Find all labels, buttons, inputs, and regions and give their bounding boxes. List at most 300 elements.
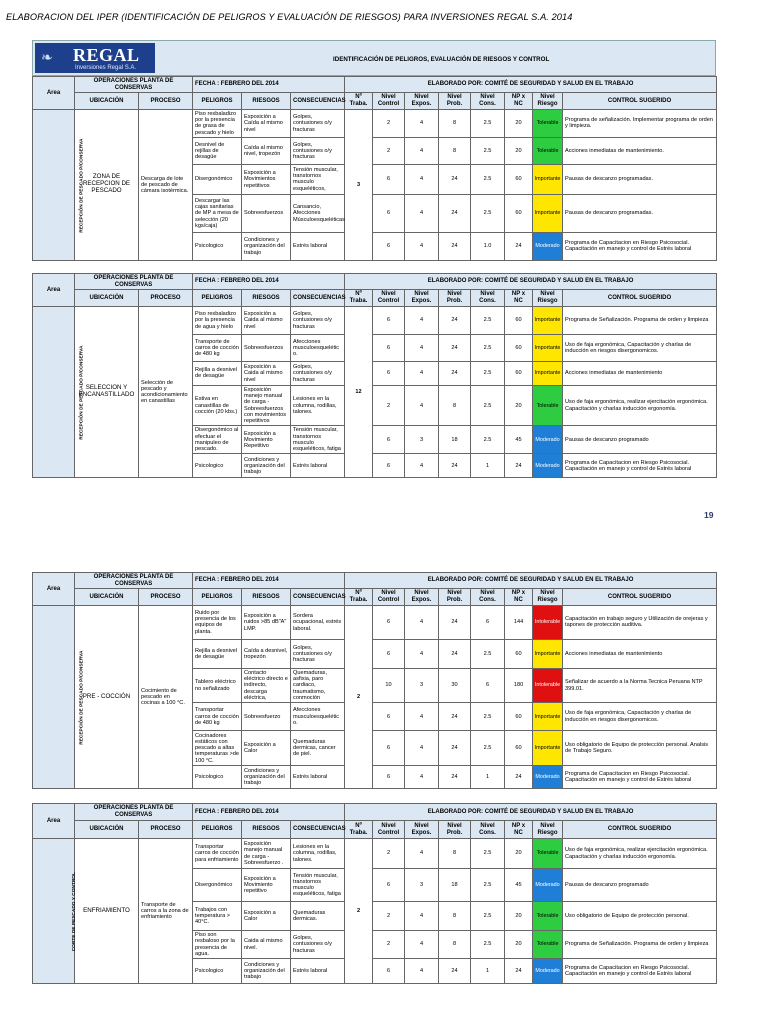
nivel-cons-header: Nivel Cons. xyxy=(471,290,505,306)
nivel-expos-cell: 4 xyxy=(405,109,439,137)
riesgo-cell: Exposición a Movimiento Repetitivo xyxy=(242,426,291,454)
ubicacion-header: UBICACIÓN xyxy=(75,821,139,839)
nivel-prob-cell: 24 xyxy=(439,361,471,385)
np-nc-cell: 20 xyxy=(505,385,533,426)
nivel-prob-cell: 8 xyxy=(439,137,471,164)
document-header xyxy=(32,40,716,76)
nivel-riesgo-badge: Intolerable xyxy=(533,668,563,702)
nivel-cons-cell: 6 xyxy=(471,605,505,639)
proceso-header: PROCESO xyxy=(139,821,193,839)
riesgo-cell: Exposición a Movimiento repetitivo xyxy=(242,869,291,902)
nivel-control-cell: 10 xyxy=(373,668,405,702)
area-header: Area xyxy=(33,573,75,606)
nivel-cons-cell: 2.5 xyxy=(471,731,505,766)
np-nc-cell: 180 xyxy=(505,668,533,702)
np-nc-header: NP x NC xyxy=(505,589,533,605)
nivel-control-cell: 6 xyxy=(373,639,405,668)
nivel-cons-cell: 2.5 xyxy=(471,839,505,869)
nivel-riesgo-badge: Moderado xyxy=(533,454,563,478)
consecuencia-cell: Lesiones en la columna, rodillas, talones. xyxy=(291,839,345,869)
nivel-control-header: Nivel Control xyxy=(373,589,405,605)
np-nc-cell: 60 xyxy=(505,703,533,731)
control-cell: Acciones inmediatas de mantenimiento xyxy=(563,639,717,668)
control-cell: Programa de Señalización. Programa de orden y limpieza xyxy=(563,931,717,959)
np-nc-header: NP x NC xyxy=(505,93,533,109)
nivel-control-cell: 6 xyxy=(373,164,405,194)
nivel-riesgo-badge: Importante xyxy=(533,334,563,361)
nivel-cons-cell: 2.5 xyxy=(471,639,505,668)
nivel-expos-cell: 3 xyxy=(405,426,439,454)
control-cell: Programa de Capacitacion en Riesgo Psicosocial. Capacitación en manejo y control de Estrés laboral xyxy=(563,959,717,984)
operaciones-header: OPERACIONES PLANTA DE CONSERVAS xyxy=(75,573,193,589)
logo-name: REGAL xyxy=(73,45,140,65)
riesgo-cell: Sobreesfuerzos xyxy=(242,334,291,361)
nivel-riesgo-badge: Importante xyxy=(533,361,563,385)
company-logo xyxy=(35,43,155,73)
nivel-cons-cell: 2.5 xyxy=(471,385,505,426)
np-nc-cell: 60 xyxy=(505,306,533,334)
nivel-riesgo-badge: Moderado xyxy=(533,959,563,984)
nivel-riesgo-badge: Tolerable xyxy=(533,137,563,164)
table-row xyxy=(33,306,717,334)
nivel-expos-cell: 4 xyxy=(405,361,439,385)
nivel-cons-cell: 2.5 xyxy=(471,164,505,194)
nivel-prob-cell: 18 xyxy=(439,426,471,454)
nivel-cons-cell: 1 xyxy=(471,766,505,789)
nivel-expos-cell: 4 xyxy=(405,137,439,164)
area-header: Area xyxy=(33,77,75,110)
consecuencia-cell: Afecciones musculoesquelétic o. xyxy=(291,703,345,731)
table-subheader-row xyxy=(33,93,717,109)
nivel-prob-cell: 24 xyxy=(439,334,471,361)
elaborado-header: ELABORADO POR: COMITÉ DE SEGURIDAD Y SALUD EN EL TRABAJO xyxy=(345,274,717,290)
nivel-riesgo-header: Nivel Riesgo xyxy=(533,589,563,605)
ubicacion-cell: SELECCION Y ENCANASTILLADO xyxy=(75,306,139,478)
peligro-cell: Psicologico xyxy=(193,766,242,789)
control-cell: Capacitación en trabajo seguro y Utilización de orejeras y tapones de protección auditiva. xyxy=(563,605,717,639)
table-header-row xyxy=(33,274,717,290)
table-header-row xyxy=(33,573,717,589)
consecuencia-cell: Estrés laboral xyxy=(291,766,345,789)
np-nc-cell: 144 xyxy=(505,605,533,639)
nivel-control-cell: 6 xyxy=(373,869,405,902)
nivel-riesgo-badge: Importante xyxy=(533,306,563,334)
control-cell: Pausas de descanzo programado xyxy=(563,869,717,902)
n-trab-cell: 2 xyxy=(345,839,373,984)
nivel-riesgo-badge: Moderado xyxy=(533,766,563,789)
nivel-prob-header: Nivel Prob. xyxy=(439,589,471,605)
nivel-riesgo-badge: Tolerable xyxy=(533,385,563,426)
nivel-expos-cell: 4 xyxy=(405,605,439,639)
iper-table xyxy=(32,803,717,984)
peligros-header: PELIGROS xyxy=(193,821,242,839)
nivel-expos-cell: 4 xyxy=(405,454,439,478)
nivel-riesgo-badge: Importante xyxy=(533,194,563,232)
riesgo-cell: Exposición a Movimientos repetitivos xyxy=(242,164,291,194)
peligro-cell: Piso resbaladizo por la presencia de grasa de pescado y hielo xyxy=(193,109,242,137)
control-header: CONTROL SUGERIDO xyxy=(563,821,717,839)
elaborado-header: ELABORADO POR: COMITÉ DE SEGURIDAD Y SALUD EN EL TRABAJO xyxy=(345,804,717,821)
control-cell: Programa de Capacitacion en Riesgo Psicosocial. Capacitación en manejo y control de Estrés laboral xyxy=(563,232,717,260)
control-cell: Señalizar de acuerdo a la Norma Tecnica Peruana NTP 399.01. xyxy=(563,668,717,702)
nivel-riesgo-badge: Intolerable xyxy=(533,605,563,639)
peligro-cell: Descargar las cajas sanitarias de MP a mesa de selección (20 kgs/caja) xyxy=(193,194,242,232)
consecuencia-cell: Lesiones en la columna, rodillas, talones. xyxy=(291,385,345,426)
np-nc-cell: 20 xyxy=(505,109,533,137)
n-trab-cell: 12 xyxy=(345,306,373,478)
nivel-prob-cell: 24 xyxy=(439,639,471,668)
header-title: IDENTIFICACIÓN DE PELIGROS, EVALUACIÓN DE RIESGOS Y CONTROL xyxy=(333,56,550,63)
table-header-row xyxy=(33,804,717,821)
proceso-cell: Selección de pescado y acondicionamiento en canastillas xyxy=(139,306,193,478)
control-header: CONTROL SUGERIDO xyxy=(563,93,717,109)
area-cell xyxy=(33,839,75,984)
peligros-header: PELIGROS xyxy=(193,290,242,306)
riesgo-cell: Condiciones y organización del trabajo xyxy=(242,232,291,260)
nivel-expos-header: Nivel Expos. xyxy=(405,821,439,839)
peligro-cell: Rejilla a desnivel de desagüe xyxy=(193,361,242,385)
consecuencia-cell: Tensión muscular, transtornos musculo esqueléticos, fatiga xyxy=(291,869,345,902)
peligro-cell: Disergonómico xyxy=(193,869,242,902)
np-nc-cell: 60 xyxy=(505,194,533,232)
nivel-expos-cell: 3 xyxy=(405,869,439,902)
riesgo-cell: Exposición manejo manual de carga - Sobreesfuerzos con movimientos repetitivos xyxy=(242,385,291,426)
peligro-cell: Cocinadores estáticos con pescado a altas temperaturas >de 100 °C. xyxy=(193,731,242,766)
peligro-cell: Estiva en canastillas de cocción (20 kbs.) xyxy=(193,385,242,426)
nivel-riesgo-badge: Moderado xyxy=(533,232,563,260)
peligro-cell: Transportar carros de cocción para enfriamiento xyxy=(193,839,242,869)
control-cell: Uso de faja ergonómica, realizar ejercitación ergonómica. Capacitación y charlas inducción ergonomía. xyxy=(563,385,717,426)
peligro-cell: Ruido por presencia de los equipos de planta. xyxy=(193,605,242,639)
nivel-expos-cell: 3 xyxy=(405,668,439,702)
nivel-expos-cell: 4 xyxy=(405,959,439,984)
table-row xyxy=(33,605,717,639)
consecuencia-cell: Afecciones musculoesquelétic o. xyxy=(291,334,345,361)
np-nc-cell: 24 xyxy=(505,959,533,984)
nivel-control-cell: 6 xyxy=(373,454,405,478)
nivel-control-cell: 6 xyxy=(373,306,405,334)
nivel-expos-header: Nivel Expos. xyxy=(405,589,439,605)
nivel-prob-cell: 8 xyxy=(439,931,471,959)
nivel-cons-cell: 2.5 xyxy=(471,361,505,385)
riesgo-cell: Exposición manejo manual de carga - Sobreesfuerzo . xyxy=(242,839,291,869)
fecha-header: FECHA : FEBRERO DEL 2014 xyxy=(193,804,345,821)
np-nc-cell: 60 xyxy=(505,639,533,668)
riesgo-cell: Contacto eléctrico directo e indirecto, descarga eléctrica, xyxy=(242,668,291,702)
riesgos-header: RIESGOS xyxy=(242,589,291,605)
nivel-control-cell: 6 xyxy=(373,232,405,260)
nivel-cons-cell: 1 xyxy=(471,959,505,984)
nivel-control-cell: 2 xyxy=(373,839,405,869)
riesgo-cell: Exposición a Caída al mismo nivel xyxy=(242,109,291,137)
area-label: RECEPCIÓN DE PESCADO P/CONSERVA xyxy=(79,345,85,440)
n-trab-header: Nº Traba. xyxy=(345,290,373,306)
control-cell: Acciones inmediatas de mantenimiento. xyxy=(563,137,717,164)
consecuencia-cell: Tensión muscular, transtornos musculo esqueléticos, fatiga xyxy=(291,426,345,454)
ubicacion-header: UBICACIÓN xyxy=(75,93,139,109)
riesgo-cell: Sobreesfuerzos xyxy=(242,194,291,232)
area-label: CORTE DE PESCADO Y CONTROL xyxy=(71,871,77,952)
ubicacion-header: UBICACIÓN xyxy=(75,290,139,306)
consecuencia-cell: Cansancio, Afecciones Músculoesqueléticas xyxy=(291,194,345,232)
nivel-control-cell: 6 xyxy=(373,426,405,454)
nivel-riesgo-badge: Tolerable xyxy=(533,839,563,869)
nivel-riesgo-badge: Importante xyxy=(533,164,563,194)
nivel-cons-cell: 2.5 xyxy=(471,194,505,232)
nivel-prob-cell: 24 xyxy=(439,766,471,789)
consecuencia-cell: Golpes, contusiones o/y fracturas xyxy=(291,306,345,334)
np-nc-cell: 20 xyxy=(505,137,533,164)
fecha-header: FECHA : FEBRERO DEL 2014 xyxy=(193,274,345,290)
nivel-cons-cell: 2.5 xyxy=(471,306,505,334)
np-nc-cell: 60 xyxy=(505,361,533,385)
riesgo-cell: Condiciones y organización del trabajo xyxy=(242,959,291,984)
operaciones-header: OPERACIONES PLANTA DE CONSERVAS xyxy=(75,77,193,93)
riesgo-cell: Caida al mismo nivel. xyxy=(242,931,291,959)
table-header-row xyxy=(33,77,717,93)
nivel-expos-header: Nivel Expos. xyxy=(405,290,439,306)
control-header: CONTROL SUGERIDO xyxy=(563,290,717,306)
riesgos-header: RIESGOS xyxy=(242,290,291,306)
nivel-prob-cell: 24 xyxy=(439,194,471,232)
nivel-expos-header: Nivel Expos. xyxy=(405,93,439,109)
table-subheader-row xyxy=(33,589,717,605)
np-nc-cell: 24 xyxy=(505,454,533,478)
nivel-cons-cell: 2.5 xyxy=(471,703,505,731)
nivel-control-cell: 6 xyxy=(373,959,405,984)
control-cell: Programa de señalización. Implementar programa de orden y limpieza. xyxy=(563,109,717,137)
np-nc-cell: 20 xyxy=(505,931,533,959)
iper-table xyxy=(32,76,717,261)
nivel-prob-cell: 8 xyxy=(439,109,471,137)
nivel-prob-cell: 24 xyxy=(439,306,471,334)
peligro-cell: Tablero eléctrico no señalizado xyxy=(193,668,242,702)
nivel-expos-cell: 4 xyxy=(405,164,439,194)
consecuencia-cell: Golpes, contusiones o/y fracturas xyxy=(291,931,345,959)
fecha-header: FECHA : FEBRERO DEL 2014 xyxy=(193,77,345,93)
ubicacion-cell: PRE - COCCIÓN xyxy=(75,605,139,788)
area-cell xyxy=(33,605,85,788)
nivel-control-cell: 6 xyxy=(373,194,405,232)
nivel-cons-cell: 2.5 xyxy=(471,931,505,959)
peligro-cell: Transportar carros de cocción de 480 kg xyxy=(193,703,242,731)
riesgo-cell: Exposición a Caida al mismo nivel xyxy=(242,306,291,334)
logo-subtitle: Inversiones Regal S.A. xyxy=(75,65,137,71)
n-trab-cell: 2 xyxy=(345,605,373,788)
riesgos-header: RIESGOS xyxy=(242,821,291,839)
nivel-cons-header: Nivel Cons. xyxy=(471,589,505,605)
peligro-cell: Psicologico xyxy=(193,959,242,984)
nivel-riesgo-badge: Tolerable xyxy=(533,931,563,959)
peligro-cell: Desnivel de rejillas de desagüe xyxy=(193,137,242,164)
nivel-expos-cell: 4 xyxy=(405,839,439,869)
ubicacion-cell: ZONA DE RECEPCION DE PESCADO xyxy=(75,109,139,260)
nivel-prob-header: Nivel Prob. xyxy=(439,290,471,306)
nivel-riesgo-badge: Importante xyxy=(533,731,563,766)
nivel-riesgo-badge: Tolerable xyxy=(533,902,563,931)
nivel-expos-cell: 4 xyxy=(405,931,439,959)
np-nc-cell: 60 xyxy=(505,731,533,766)
consecuencia-cell: Golpes, contusiones o/y fracturas xyxy=(291,639,345,668)
nivel-control-cell: 6 xyxy=(373,334,405,361)
nivel-expos-cell: 4 xyxy=(405,766,439,789)
nivel-cons-header: Nivel Cons. xyxy=(471,93,505,109)
nivel-riesgo-header: Nivel Riesgo xyxy=(533,290,563,306)
nivel-riesgo-header: Nivel Riesgo xyxy=(533,93,563,109)
nivel-control-cell: 2 xyxy=(373,385,405,426)
elaborado-header: ELABORADO POR: COMITÉ DE SEGURIDAD Y SALUD EN EL TRABAJO xyxy=(345,573,717,589)
proceso-cell: Transporte de carros a la zona de enfriamiento xyxy=(139,839,193,984)
consecuencia-cell: Golpes, contusiones o/y fracturas xyxy=(291,361,345,385)
nivel-prob-cell: 30 xyxy=(439,668,471,702)
consecuencia-cell: Tensión muscular, transtornos musculo esqueléticos, xyxy=(291,164,345,194)
riesgo-cell: Sobreesfuerzo xyxy=(242,703,291,731)
n-trab-header: Nº Traba. xyxy=(345,589,373,605)
nivel-cons-cell: 2.5 xyxy=(471,426,505,454)
riesgo-cell: Caída al mismo nivel, tropezón xyxy=(242,137,291,164)
fish-icon: ❧ xyxy=(41,49,53,65)
nivel-cons-cell: 2.5 xyxy=(471,334,505,361)
control-cell: Programa de Capacitacion en Riesgo Psicosocial. Capacitación en manejo y control de Estrés laboral xyxy=(563,454,717,478)
table-row xyxy=(33,109,717,137)
nivel-expos-cell: 4 xyxy=(405,385,439,426)
nivel-control-header: Nivel Control xyxy=(373,290,405,306)
nivel-cons-cell: 2.5 xyxy=(471,109,505,137)
area-header: Area xyxy=(33,274,75,307)
consecuencia-cell: Golpes, contusiones o/y fracturas xyxy=(291,109,345,137)
operaciones-header: OPERACIONES PLANTA DE CONSERVAS xyxy=(75,274,193,290)
iper-table xyxy=(32,273,717,478)
ubicacion-header: UBICACIÓN xyxy=(75,589,139,605)
nivel-riesgo-badge: Moderado xyxy=(533,426,563,454)
consecuencias-header: CONSECUENCIAS xyxy=(291,290,345,306)
nivel-control-cell: 2 xyxy=(373,109,405,137)
n-trab-cell: 3 xyxy=(345,109,373,260)
np-nc-cell: 45 xyxy=(505,426,533,454)
nivel-expos-cell: 4 xyxy=(405,731,439,766)
nivel-riesgo-badge: Moderado xyxy=(533,869,563,902)
np-nc-header: NP x NC xyxy=(505,290,533,306)
fecha-header: FECHA : FEBRERO DEL 2014 xyxy=(193,573,345,589)
riesgos-header: RIESGOS xyxy=(242,93,291,109)
area-cell xyxy=(33,109,85,260)
consecuencias-header: CONSECUENCIAS xyxy=(291,589,345,605)
nivel-control-cell: 6 xyxy=(373,766,405,789)
nivel-cons-cell: 6 xyxy=(471,668,505,702)
consecuencia-cell: Estrés laboral xyxy=(291,454,345,478)
operaciones-header: OPERACIONES PLANTA DE CONSERVAS xyxy=(75,804,193,821)
nivel-prob-cell: 24 xyxy=(439,232,471,260)
nivel-riesgo-badge: Importante xyxy=(533,639,563,668)
control-cell: Programa de Señalización. Programa de orden y limpieza xyxy=(563,306,717,334)
riesgo-cell: Exposición a Caida al mismo nivel xyxy=(242,361,291,385)
nivel-cons-cell: 1.0 xyxy=(471,232,505,260)
riesgo-cell: Condiciones y organización del trabajo xyxy=(242,454,291,478)
nivel-control-header: Nivel Control xyxy=(373,93,405,109)
nivel-control-cell: 2 xyxy=(373,137,405,164)
nivel-expos-cell: 4 xyxy=(405,194,439,232)
peligro-cell: Transporte de carros de cocción de 480 kg xyxy=(193,334,242,361)
np-nc-cell: 60 xyxy=(505,164,533,194)
nivel-riesgo-badge: Tolerable xyxy=(533,109,563,137)
consecuencia-cell: Sordera ocupacional, estrés laboral. xyxy=(291,605,345,639)
nivel-control-cell: 6 xyxy=(373,361,405,385)
control-cell: Pausas de descanzo programadas. xyxy=(563,164,717,194)
peligro-cell: Disergonómico al efectuar el manipuleo de pescado. xyxy=(193,426,242,454)
control-cell: Acciones inmediatas de mantenimiento xyxy=(563,361,717,385)
np-nc-cell: 24 xyxy=(505,232,533,260)
nivel-control-cell: 6 xyxy=(373,605,405,639)
peligro-cell: Psicologico xyxy=(193,232,242,260)
nivel-prob-header: Nivel Prob. xyxy=(439,93,471,109)
table-subheader-row xyxy=(33,290,717,306)
nivel-expos-cell: 4 xyxy=(405,703,439,731)
peligros-header: PELIGROS xyxy=(193,589,242,605)
nivel-control-cell: 2 xyxy=(373,902,405,931)
riesgo-cell: Exposición a Calor xyxy=(242,731,291,766)
proceso-header: PROCESO xyxy=(139,290,193,306)
consecuencia-cell: Quemaduras dermicas, cancer de piel. xyxy=(291,731,345,766)
control-cell: Uso de faja ergonómica, Capacitación y charlas de inducción en riesgos disergonomicos. xyxy=(563,334,717,361)
area-label: RECEPCIÓN DE PESCADO P/CONSERVA xyxy=(79,138,85,233)
area-cell xyxy=(33,306,85,478)
control-cell: Uso obligatorio de Equipo de protección personal. xyxy=(563,902,717,931)
nivel-prob-cell: 24 xyxy=(439,703,471,731)
np-nc-cell: 60 xyxy=(505,334,533,361)
nivel-prob-cell: 24 xyxy=(439,731,471,766)
np-nc-cell: 24 xyxy=(505,766,533,789)
consecuencia-cell: Golpes, contusiones o/y fracturas xyxy=(291,137,345,164)
nivel-prob-cell: 18 xyxy=(439,869,471,902)
consecuencia-cell: Estrés laboral xyxy=(291,959,345,984)
riesgo-cell: Condiciones y organización del trabajo xyxy=(242,766,291,789)
nivel-prob-cell: 8 xyxy=(439,902,471,931)
peligro-cell: Rejilla a desnivel de desagüe xyxy=(193,639,242,668)
peligro-cell: Psicologico xyxy=(193,454,242,478)
nivel-prob-cell: 24 xyxy=(439,959,471,984)
peligro-cell: Piso son resbaloso por la presencia de agua. xyxy=(193,931,242,959)
control-cell: Uso obligatorio de Equipo de protección personal. Analsis de Trabajo Seguro. xyxy=(563,731,717,766)
nivel-expos-cell: 4 xyxy=(405,306,439,334)
proceso-header: PROCESO xyxy=(139,93,193,109)
elaborado-header: ELABORADO POR: COMITÉ DE SEGURIDAD Y SALUD EN EL TRABAJO xyxy=(345,77,717,93)
nivel-prob-header: Nivel Prob. xyxy=(439,821,471,839)
np-nc-cell: 20 xyxy=(505,902,533,931)
consecuencias-header: CONSECUENCIAS xyxy=(291,821,345,839)
table-subheader-row xyxy=(33,821,717,839)
peligros-header: PELIGROS xyxy=(193,93,242,109)
nivel-cons-cell: 2.5 xyxy=(471,902,505,931)
nivel-prob-cell: 24 xyxy=(439,605,471,639)
control-cell: Uso de faja ergonómica, Capacitación y charlas de inducción en riesgos disergonomicos. xyxy=(563,703,717,731)
nivel-cons-cell: 2.5 xyxy=(471,869,505,902)
table-row xyxy=(33,839,717,869)
nivel-expos-cell: 4 xyxy=(405,232,439,260)
consecuencias-header: CONSECUENCIAS xyxy=(291,93,345,109)
nivel-prob-cell: 24 xyxy=(439,454,471,478)
nivel-expos-cell: 4 xyxy=(405,639,439,668)
nivel-prob-cell: 8 xyxy=(439,385,471,426)
consecuencia-cell: Estrés laboral xyxy=(291,232,345,260)
riesgo-cell: Exposición a Calor xyxy=(242,902,291,931)
nivel-control-header: Nivel Control xyxy=(373,821,405,839)
area-label: RECEPCIÓN DE PESCADO P/CONSERVA xyxy=(79,650,85,745)
np-nc-cell: 20 xyxy=(505,839,533,869)
nivel-riesgo-badge: Importante xyxy=(533,703,563,731)
nivel-expos-cell: 4 xyxy=(405,902,439,931)
nivel-cons-cell: 1 xyxy=(471,454,505,478)
peligro-cell: Trabajos con temperatura > 40°C. xyxy=(193,902,242,931)
